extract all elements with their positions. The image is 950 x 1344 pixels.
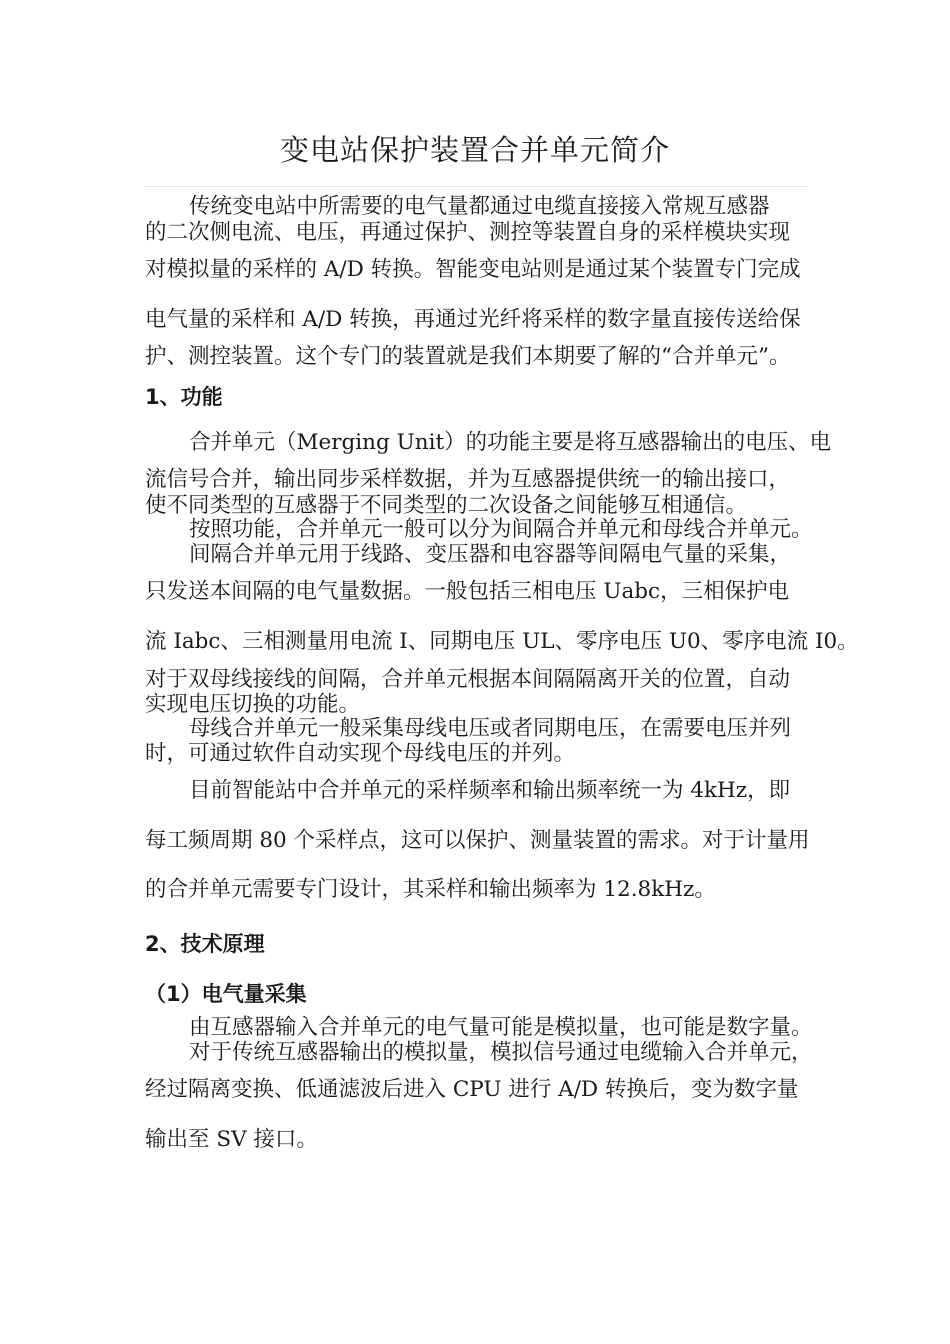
intro-line: 电气量的采样和 A/D 转换，再通过光纤将采样的数字量直接传送给保 [145,307,801,332]
paragraph-line: 输出至 SV 接口。 [145,1127,318,1152]
paragraph-line: 间隔合并单元用于线路、变压器和电容器等间隔电气量的采集， [189,542,792,567]
paragraph-line: 实现电压切换的功能。 [145,692,361,717]
paragraph-line: 流 Iabc、三相测量用电流 I、同期电压 UL、零序电压 U0、零序电流 I0。 [145,629,859,654]
paragraph-line: 只发送本间隔的电气量数据。一般包括三相电压 Uabc，三相保护电 [145,579,790,604]
paragraph-line: 按照功能，合并单元一般可以分为间隔合并单元和母线合并单元。 [189,517,813,542]
paragraph-line: 经过隔离变换、低通滤波后进入 CPU 进行 A/D 转换后，变为数字量 [145,1077,799,1102]
section-heading-principle: 2、技术原理 [145,932,265,956]
paragraph-line: 合并单元（Merging Unit）的功能主要是将互感器输出的电压、电 [189,430,832,455]
paragraph-line: 每工频周期 80 个采样点，这可以保护、测量装置的需求。对于计量用 [145,828,810,853]
paragraph-line: 流信号合并，输出同步采样数据，并为互感器提供统一的输出接口， [145,467,791,492]
paragraph-line: 母线合并单元一般采集母线电压或者同期电压，在需要电压并列 [189,716,792,741]
paragraph-line: 目前智能站中合并单元的采样频率和输出频率统一为 4kHz，即 [189,778,791,803]
title-divider [145,186,807,187]
intro-line: 的二次侧电流、电压，再通过保护、测控等装置自身的采样模块实现 [145,220,791,245]
paragraph-line: 时，可通过软件自动实现个母线电压的并列。 [145,741,576,766]
intro-line: 护、测控装置。这个专门的装置就是我们本期要了解的“合并单元”。 [145,344,791,369]
paragraph-line: 由互感器输入合并单元的电气量可能是模拟量，也可能是数字量。 [189,1015,813,1040]
paragraph-line: 对于双母线接线的间隔，合并单元根据本间隔隔离开关的位置，自动 [145,667,791,692]
intro-line: 传统变电站中所需要的电气量都通过电缆直接接入常规互感器 [189,194,770,219]
intro-line: 对模拟量的采样的 A/D 转换。智能变电站则是通过某个装置专门完成 [145,257,801,282]
section-heading-function: 1、功能 [145,385,223,409]
document-title: 变电站保护装置合并单元简介 [279,133,670,167]
paragraph-line: 使不同类型的互感器于不同类型的二次设备之间能够互相通信。 [145,493,748,518]
paragraph-line: 对于传统互感器输出的模拟量，模拟信号通过电缆输入合并单元， [189,1040,813,1065]
paragraph-line: 的合并单元需要专门设计，其采样和输出频率为 12.8kHz。 [145,877,716,902]
subsection-heading-sampling: （1）电气量采集 [145,982,307,1006]
